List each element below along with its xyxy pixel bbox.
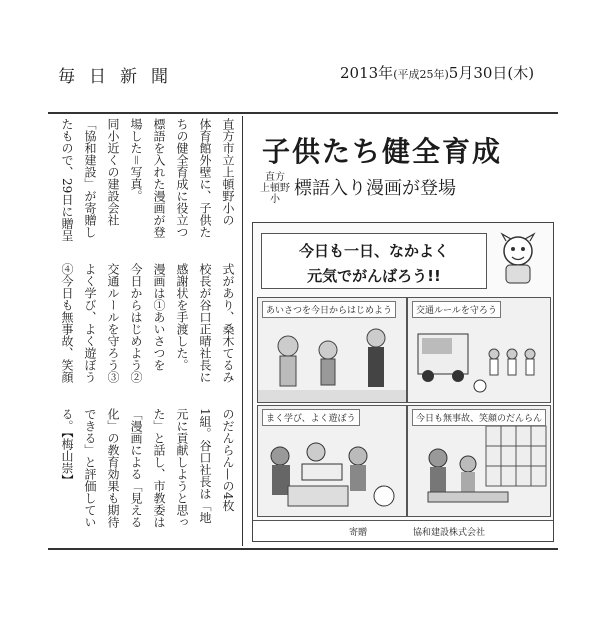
panel-caption: まく学び、よく遊ぼう [262, 409, 360, 426]
article-column: 元に貢献しようと思っ [175, 408, 189, 528]
masthead [0, 62, 605, 86]
panel-caption: 交通ルールを守ろう [412, 301, 501, 318]
paper-name: 毎日新聞 [58, 67, 182, 87]
top-rule [48, 112, 558, 114]
article-column: る。【梅山崇】 [60, 408, 74, 486]
bottom-rule [48, 548, 558, 550]
article-column: 標語を入れた漫画が登 [152, 118, 166, 238]
panel-caption: 今日も無事故、笑顔のだんらん [412, 409, 546, 426]
article-column: 化」の教育効果も期待 [106, 408, 120, 528]
poster-photo [252, 222, 554, 542]
article-column: できる」と評価してい [83, 408, 97, 528]
poster-panel-4 [407, 405, 551, 517]
article-column: 直方市立上頓野小の [221, 118, 235, 226]
poster-footer [253, 520, 553, 541]
article-column: 漫画は①あいさつを [152, 263, 166, 371]
date-weekday: (木) [507, 64, 535, 82]
column-divider [242, 116, 243, 546]
date-era: (平成25年) [393, 68, 449, 81]
banner-line-2: 元気でがんばろう!! [307, 267, 441, 285]
publication-date [340, 62, 534, 83]
article-column: 1組。谷口社長は「地 [198, 408, 212, 524]
article-column: 場した＝写真。 [129, 118, 143, 203]
school-tag: 直方 上頓野小 [260, 172, 290, 205]
poster-panel-2 [407, 297, 551, 403]
subheadline: 標語入り漫画が登場 [294, 178, 456, 199]
poster-panel-3 [257, 405, 407, 517]
article-column: 同小近くの建設会社 [106, 118, 120, 226]
donor-company: 協和建設株式会社 [413, 528, 486, 538]
article-column: 校長が谷口正晴社長に [198, 263, 212, 383]
article-column: のだんらん—の4枚 [221, 408, 235, 512]
poster-banner [261, 233, 487, 289]
headline-block [252, 122, 552, 212]
article-column: 「協和建設」が寄贈し [83, 118, 97, 238]
article-body [48, 118, 236, 548]
article-column: ちの健全育成に役立つ [175, 118, 189, 238]
date-day: 5月30日 [448, 64, 508, 82]
panel-caption: あいさつを今日からはじめよう [262, 301, 396, 318]
article-column: た」と話し、市教委は [152, 408, 166, 528]
article-column: 式があり、桑木てるみ [221, 263, 235, 383]
article-column: 「漫画による「見える [129, 408, 143, 528]
article-column: ④今日も無事故、笑顔 [60, 263, 74, 383]
headline: 子供たち健全育成 [262, 135, 503, 168]
article-column: よく学び、よく遊ぼう [83, 263, 97, 383]
mascot-figure [491, 231, 545, 289]
poster-panel-1 [257, 297, 407, 403]
article-column: 交通ルールを守ろう③ [106, 263, 120, 383]
article-column: たもので、29日に贈呈 [60, 118, 74, 242]
article-column: 体育館外壁に、子供た [198, 118, 212, 238]
article-column: 今日からはじめよう② [129, 263, 143, 383]
banner-line-1: 今日も一日、なかよく [298, 242, 449, 260]
date-year: 2013年 [340, 64, 394, 82]
donor-label: 寄贈 [349, 528, 368, 538]
article-column: 感謝状を手渡した。 [175, 263, 189, 371]
